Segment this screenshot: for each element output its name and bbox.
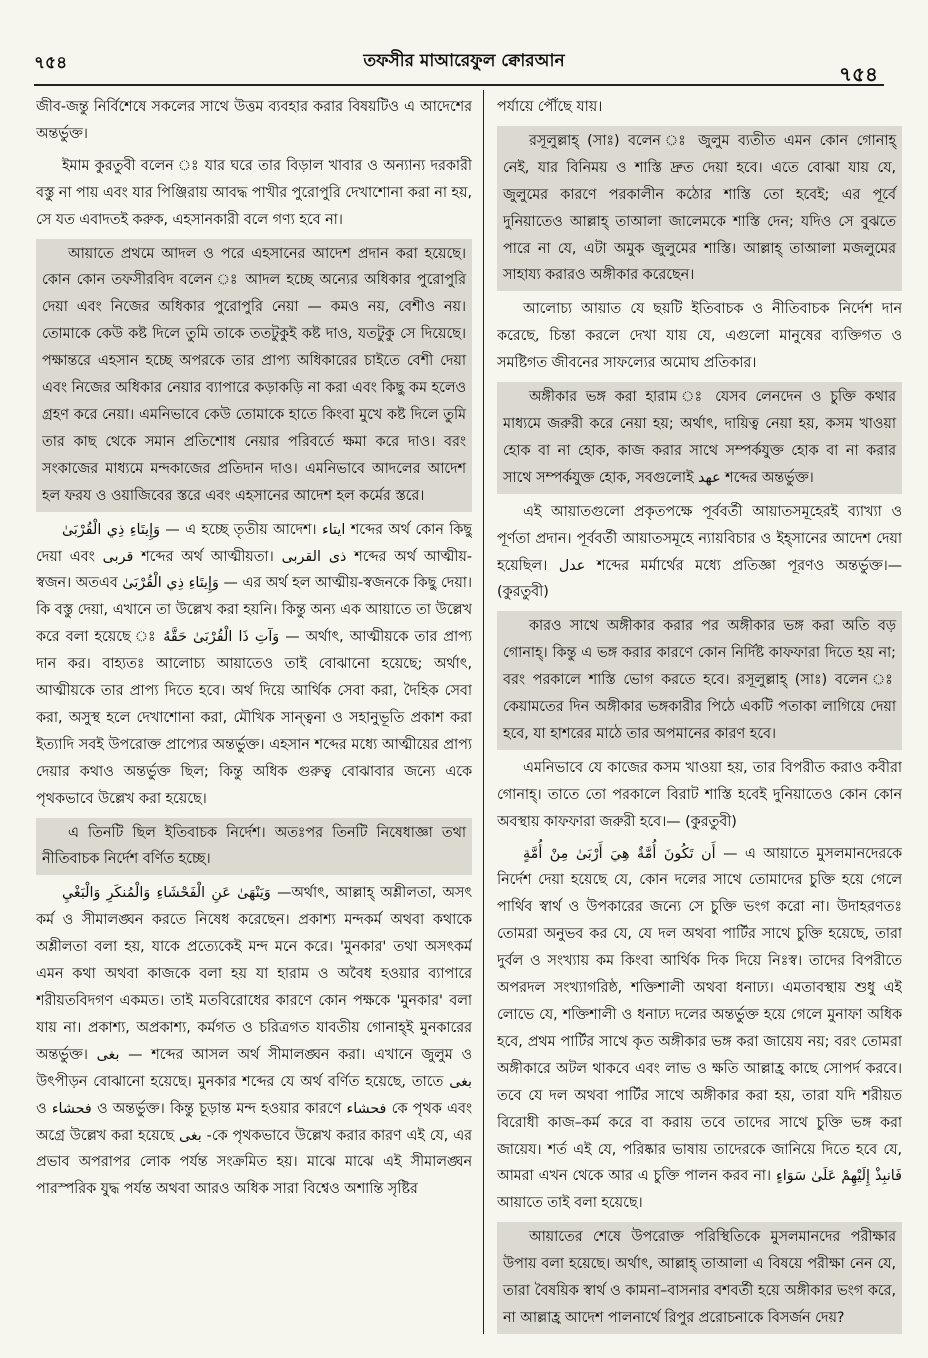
left-column [36, 94, 472, 1334]
paragraph: এমনিভাবে যে কাজের কসম খাওয়া হয়, তার বিপরীত করাও কবীরা গোনাহ্। তাতে তো পরকালে বিরাট শাস্তি হবেই দুনিয়াতেও কোন কোন অবস্থায় কাফফারা জরুরী হবে।— (কুরতুবী) [497, 759, 902, 830]
paragraph: এ তিনটি ছিল ইতিবাচক নির্দেশ। অতঃপর তিনটি নিষেধাজ্ঞা তথা নীতিবাচক নির্দেশ বর্ণিত হচ্ছে। [36, 818, 472, 876]
paragraph: وَيَنْهَىٰ عَنِ الْفَحْشَاءِ وَالْمُنكَرِ وَالْبَغْيِ —অর্থাৎ, আল্লাহ্ অশ্লীলতা, অসৎ কর্ম ও সীমালঙ্ঘন করতে নিষেধ করেছেন। প্রকাশ্য মন্দকর্ম অথবা কথাকে অশ্লীলতা বলা হয়, যাকে প্রত্যেকেই মন্দ মনে করে। 'মুনকার' তথা অসৎকর্ম এমন কথা অথবা কাজকে বলা হয় যা হারাম ও অবৈধ হওয়ার ব্যাপারে শরীয়তবিদগণ একমত। তাই মতবিরোধের কারণে কোন পক্ষকে 'মুনকার' বলা যায় না। প্রকাশ্য, অপ্রকাশ্য, কর্মগত ও চরিত্রগত যাবতীয় গোনাহ্ই মুনকারের অন্তর্ভুক্ত। بغى — শব্দের আসল অর্থ সীমালঙ্ঘন করা। এখানে জুলুম ও উৎপীড়ন বোঝানো হয়েছে। মুনকার শব্দের যে অর্থ বর্ণিত হয়েছে, তাতে بغى ও فحشاء ও অন্তর্ভুক্ত। কিন্তু চূড়ান্ত মন্দ হওয়ার কারণে فحشاء কে পৃথক এবং অগ্রে উল্লেখ করা হয়েছে بغى -কে পৃথকভাবে উল্লেখ করার কারণ এই যে, এর প্রভাব অপরাপর লোক পর্যন্ত সংক্রমিত হয়। মাঝে মাঝে এই সীমালঙ্ঘন পারস্পরিক যুদ্ধ পর্যন্ত অথবা আরও অধিক সারা বিশ্বেও অশান্তি সৃষ্টির [36, 885, 472, 1198]
paragraph: আলোচ্য আয়াত যে ছয়টি ইতিবাচক ও নীতিবাচক নির্দেশ দান করেছে, চিন্তা করলে দেখা যায় যে, এগুলো মানুষের ব্যক্তিগত ও সমষ্টিগত জীবনের সাফল্যের অমোঘ প্রতিকার। [497, 301, 902, 372]
running-title: তফসীর মাআরেফুল ক্বোরআন [363, 51, 565, 71]
column-divider [483, 90, 484, 1334]
paragraph: আয়াতের শেষে উপরোক্ত পরিস্থিতিকে মুসলমানদের পরীক্ষার উপায় বলা হয়েছে। অর্থাৎ, আল্লাহ্ তাআলা এ বিষয়ে পরীক্ষা নেন যে, তারা বৈষয়িক স্বার্থ ও কামনা–বাসনার বশবর্তী হয়ে অঙ্গীকার ভংগ করে, না আল্লাহ্র আদেশ পালনার্থে রিপুর প্ররোচনাকে বিসর্জন দেয়? [497, 1222, 902, 1334]
paragraph: অঙ্গীকার ভঙ্গ করা হারাম ঃ যেসব লেনদেন ও চুক্তি কথার মাধ্যমে জরুরী করে নেয়া হয়; অর্থাৎ, দায়িত্ব নেয়া হয়, কসম খাওয়া হোক বা না হোক, কাজ করার সাথে সম্পর্কযুক্ত হোক বা না করার সাথে সম্পর্কযুক্ত হোক, সবগুলোই عهد শব্দের অন্তর্ভুক্ত। [497, 382, 902, 494]
paragraph: আয়াতে প্রথমে আদল ও পরে এহসানের আদেশ প্রদান করা হয়েছে। কোন কোন তফসীরবিদ বলেন ঃ আদল হচ্ছে অন্যের অধিকার পুরোপুরি দেয়া এবং নিজের অধিকার পুরোপুরি নেয়া — কমও নয়, বেশীও নয়। তোমাকে কেউ কষ্ট দিলে তুমি তাকে ততটুকুই কষ্ট দাও, যতটুকু সে দিয়েছে। পক্ষান্তরে এহসান হচ্ছে অপরকে তার প্রাপ্য অধিকারের চাইতে বেশী দেয়া এবং নিজের অধিকার নেয়ার ব্যাপারে কড়াকড়ি না করা এবং কিছু কম হলেও গ্রহণ করে নেয়া। এমনিভাবে কেউ তোমাকে হাতে কিংবা মুখে কষ্ট দিলে তুমি তার কাছ থেকে সমান প্রতিশোধ নেয়ার পরিবর্তে ক্ষমা করে দাও। বরং সংকাজের মাধ্যমে মন্দকাজের প্রতিদান দাও। এমনিভাবে আদলের আদেশ হল ফরয ও ওয়াজিবের স্তরে এবং এহসানের আদেশ হল কর্মের স্তরে। [36, 239, 472, 512]
paragraph: ইমাম কুরতুবী বলেন ঃ যার ঘরে তার বিড়াল খাবার ও অন্যান্য দরকারী বস্তু না পায় এবং যার পিঞ্জিরায় আবদ্ধ পাখীর পুরোপুরি দেখাশোনা করা না হয়, সে যত এবাদতই করুক, এহসানকারী বলে গণ্য হবে না। [36, 157, 472, 228]
page-number-left: ৭৫৪ [34, 53, 68, 73]
paragraph: রসূলুল্লাহ্ (সাঃ) বলেন ঃ জুলুম ব্যতীত এমন কোন গোনাহ্ নেই, যার বিনিময় ও শাস্তি দ্রুত দেয়া হবে। এতে বোঝা যায় যে, জুলুমের কারণে পরকালীন কঠোর শাস্তি তো হবেই; এর পূর্বে দুনিয়াতেও আল্লাহ্ তাআলা জালেমকে শাস্তি দেন; যদিও সে বুঝতে পারে না যে, এটা অমুক জুলুমের শাস্তি। আল্লাহ্ তাআলা মজলুমের সাহায্য করারও অঙ্গীকার করেছেন। [497, 126, 902, 291]
paragraph: কারও সাথে অঙ্গীকার করার পর অঙ্গীকার ভঙ্গ করা অতি বড় গোনাহ্। কিন্তু এ ভঙ্গ করার কারণে কোন নির্দিষ্ট কাফফারা দিতে হয় না; বরং পরকালে শাস্তি ভোগ করতে হবে। রসূলুল্লাহ্ (সাঃ) বলেন ঃ কেয়ামতের দিন অঙ্গীকার ভঙ্গকারীর পিঠে একটি পতাকা লাগিয়ে দেয়া হবে, যা হাশরের মাঠে তার অপমানের কারণ হবে। [497, 611, 902, 750]
right-column [497, 94, 902, 1334]
paragraph: পর্যায়ে পৌঁছে যায়। [497, 99, 603, 115]
paragraph: وَإِيتَاءِ ذِي الْقُرْبَىٰ — এ হচ্ছে তৃতীয় আদেশ। ايتاء শব্দের অর্থ কোন কিছু দেয়া এবং قربى শব্দের অর্থ আত্মীয়তা। ذى القربى শব্দের অর্থ আত্মীয়-স্বজন। অতএব وَإِيتَاءِ ذِي الْقُرْبَىٰ — এর অর্থ হল আত্মীয়-স্বজনকে কিছু দেয়া। কি বস্তু দেয়া, এখানে তা উল্লেখ করা হয়নি। কিন্তু অন্য এক আয়াতে তা উল্লেখ করে বলা হয়েছে ঃ وَآتِ ذَا الْقُرْبَىٰ حَقَّهُ — অর্থাৎ, আত্মীয়কে তার প্রাপ্য দান কর। বাহ্যতঃ আলোচ্য আয়াতেও তাই বোঝানো হয়েছে; অর্থাৎ, আত্মীয়কে তার প্রাপ্য দিতে হবে। অর্থ দিয়ে আর্থিক সেবা করা, দৈহিক সেবা করা, অসুস্থ হলে দেখাশোনা করা, মৌখিক সান্ত্বনা ও সহানুভূতি প্রকাশ করা ইত্যাদি সবই উপরোক্ত প্রাপ্যের অন্তর্ভুক্ত। এহসান শব্দের মধ্যে আত্মীয়ের প্রাপ্য দেয়ার কথাও অন্তর্ভুক্ত ছিল; কিন্তু অধিক গুরুত্ব বোঝাবার জন্যে একে পৃথকভাবে উল্লেখ করা হয়েছে। [36, 521, 472, 807]
paragraph: أَن تَكُونَ أُمَّةٌ هِيَ أَرْبَىٰ مِنْ أُمَّةٍ — এ আয়াতে মুসলমানদেরকে নির্দেশ দেয়া হয়েছে যে, কোন দলের সাথে তোমাদের চুক্তি হয়ে গেলে পার্থিব স্বার্থ ও উপকারের জন্যে সে চুক্তি ভংগ করো না। উদাহরণতঃ তোমরা অনুভব কর যে, যে দল অথবা পার্টির সাথে চুক্তি হয়েছে, তারা দুর্বল ও সংখ্যায় কম কিংবা আর্থিক দিক দিয়ে নিঃস্ব। তাদের বিপরীতে অপরদল সংখ্যাগরিষ্ঠ, শক্তিশালী অথবা ধনাঢ্য। এমতাবস্থায় শুধু এই লোভে যে, শক্তিশালী ও ধনাঢ্য দলের অন্তর্ভুক্ত হয়ে গেলে মুনাফা অধিক হবে, প্রথম পার্টির সাথে কৃত অঙ্গীকার ভঙ্গ করা জায়েয নয়; বরং তোমরা অঙ্গীকারে অটল থাকবে এবং লাভ ও ক্ষতি আল্লাহ্র কাছে সোপর্দ করবে। তবে যে দল অথবা পার্টির সাথে অঙ্গীকার করা হয়, তারা যদি শরীয়ত বিরোধী কাজ–কর্ম করে বা করায় তবে তাদের সাথে চুক্তি ভঙ্গ করা জায়েয। শর্ত এই যে, পরিষ্কার ভাষায় তাদেরকে জানিয়ে দিতে হবে যে, আমরা এখন থেকে আর এ চুক্তি পালন করব না। فَانبِذْ إِلَيْهِمْ عَلَىٰ سَوَاءٍ আয়াতে তাই বলা হয়েছে। [497, 845, 902, 1212]
header-rule [34, 84, 884, 86]
paragraph: জীব-জন্তু নির্বিশেষে সকলের সাথে উত্তম ব্যবহার করার বিষয়টিও এ আদেশের অন্তর্ভুক্ত। [36, 99, 472, 142]
paragraph: এই আয়াতগুলো প্রকৃতপক্ষে পূর্ববর্তী আয়াতসমূহেরই ব্যাখ্যা ও পূর্ণতা প্রদান। পূর্ববর্তী আয়াতসমূহে ন্যায়বিচার ও ইহ্সানের আদেশ দেয়া হয়েছিল। عدل শব্দের মর্মার্থের মধ্যে প্রতিজ্ঞা পূরণও অন্তর্ভুক্ত।— (কুরতুবী) [497, 503, 902, 601]
page-number-right: ৭৫৪ [839, 62, 878, 86]
